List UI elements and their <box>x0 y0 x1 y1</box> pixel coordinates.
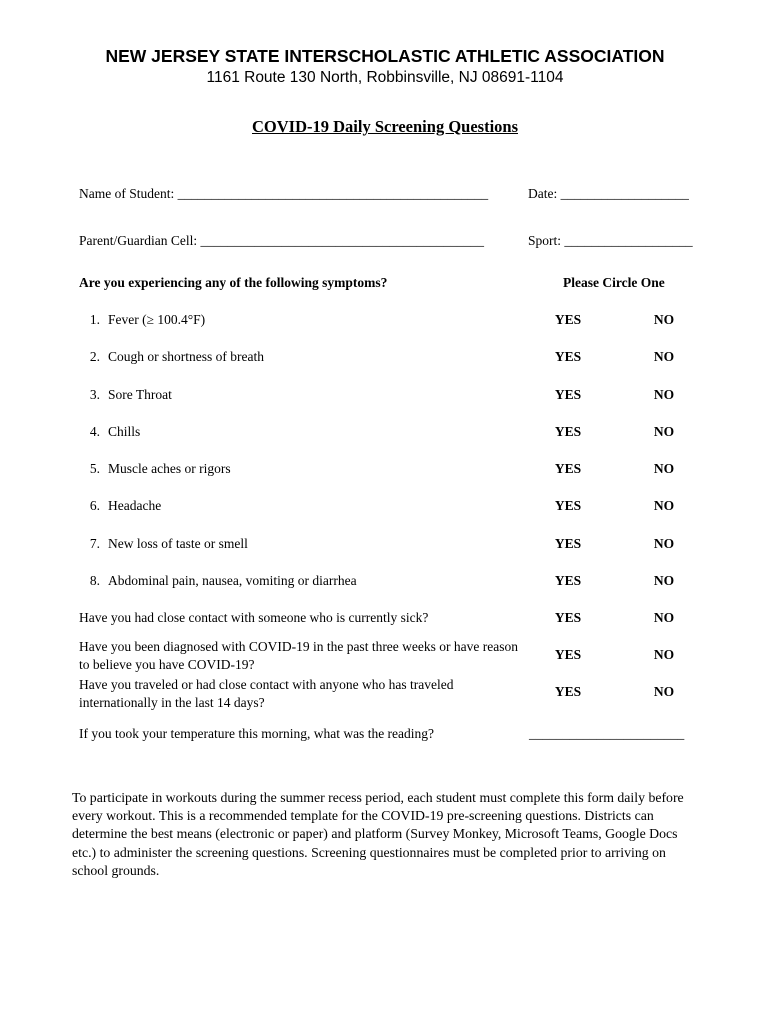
no-option[interactable]: NO <box>653 424 675 439</box>
circle-one-heading: Please Circle One <box>563 275 665 290</box>
organization-address: 1161 Route 130 North, Robbinsville, NJ 08691-1104 <box>206 69 564 86</box>
yes-option[interactable]: YES <box>554 461 582 476</box>
no-option[interactable]: NO <box>653 647 675 662</box>
symptom-item: 3. Sore Throat <box>89 387 172 402</box>
yes-option[interactable]: YES <box>554 424 582 439</box>
symptom-item: 1. Fever (≥ 100.4°F) <box>89 312 206 327</box>
no-option[interactable]: NO <box>653 387 675 402</box>
no-option[interactable]: NO <box>653 536 675 551</box>
symptom-item: 2. Cough or shortness of breath <box>89 349 264 364</box>
student-name-field[interactable]: Name of Student: ______________________________________________ <box>79 186 489 201</box>
temperature-question: If you took your temperature this morning, what was the reading? <box>79 726 435 741</box>
no-option[interactable]: NO <box>653 610 675 625</box>
yes-option[interactable]: YES <box>554 498 582 513</box>
yes-option[interactable]: YES <box>554 387 582 402</box>
symptom-item: 8. Abdominal pain, nausea, vomiting or diarrhea <box>89 573 357 588</box>
yes-option[interactable]: YES <box>554 312 582 327</box>
no-option[interactable]: NO <box>653 498 675 513</box>
guardian-cell-field[interactable]: Parent/Guardian Cell: __________________________________________ <box>79 233 484 248</box>
temperature-reading-field[interactable]: _______________________ <box>529 726 685 741</box>
travel-question: Have you traveled or had close contact with anyone who has traveled internationally in the last 14 days? <box>79 677 454 710</box>
symptom-item: 5. Muscle aches or rigors <box>89 461 231 476</box>
no-option[interactable]: NO <box>653 684 675 699</box>
organization-name: NEW JERSEY STATE INTERSCHOLASTIC ATHLETIC ASSOCIATION <box>105 46 665 66</box>
yes-option[interactable]: YES <box>554 573 582 588</box>
no-option[interactable]: NO <box>653 349 675 364</box>
symptom-item: 6. Headache <box>89 498 162 513</box>
yes-option[interactable]: YES <box>554 349 582 364</box>
instructions-paragraph: To participate in workouts during the summer recess period, each student must complete this form daily before every workout. This is a recommended template for the COVID-19 pre-screening questions. Districts can determine the best means (electronic or paper) and platform (Survey Monkey, Microsoft Teams, Google Docs etc.) to administer the screening questions. Screening questionnaires must be completed prior to arriving on school grounds. <box>72 790 684 878</box>
form-title: COVID-19 Daily Screening Questions <box>252 117 518 136</box>
close-contact-question: Have you had close contact with someone who is currently sick? <box>79 610 429 625</box>
date-field[interactable]: Date: ___________________ <box>528 186 689 201</box>
symptom-item: 4. Chills <box>89 424 141 439</box>
yes-option[interactable]: YES <box>554 647 582 662</box>
symptoms-heading: Are you experiencing any of the following symptoms? <box>79 275 388 290</box>
diagnosed-question: Have you been diagnosed with COVID-19 in the past three weeks or have reason to believe you have COVID-19? <box>79 639 518 672</box>
no-option[interactable]: NO <box>653 461 675 476</box>
symptom-item: 7. New loss of taste or smell <box>89 536 248 551</box>
yes-option[interactable]: YES <box>554 684 582 699</box>
yes-option[interactable]: YES <box>554 536 582 551</box>
sport-field[interactable]: Sport: ___________________ <box>528 233 693 248</box>
no-option[interactable]: NO <box>653 573 675 588</box>
yes-option[interactable]: YES <box>554 610 582 625</box>
no-option[interactable]: NO <box>653 312 675 327</box>
